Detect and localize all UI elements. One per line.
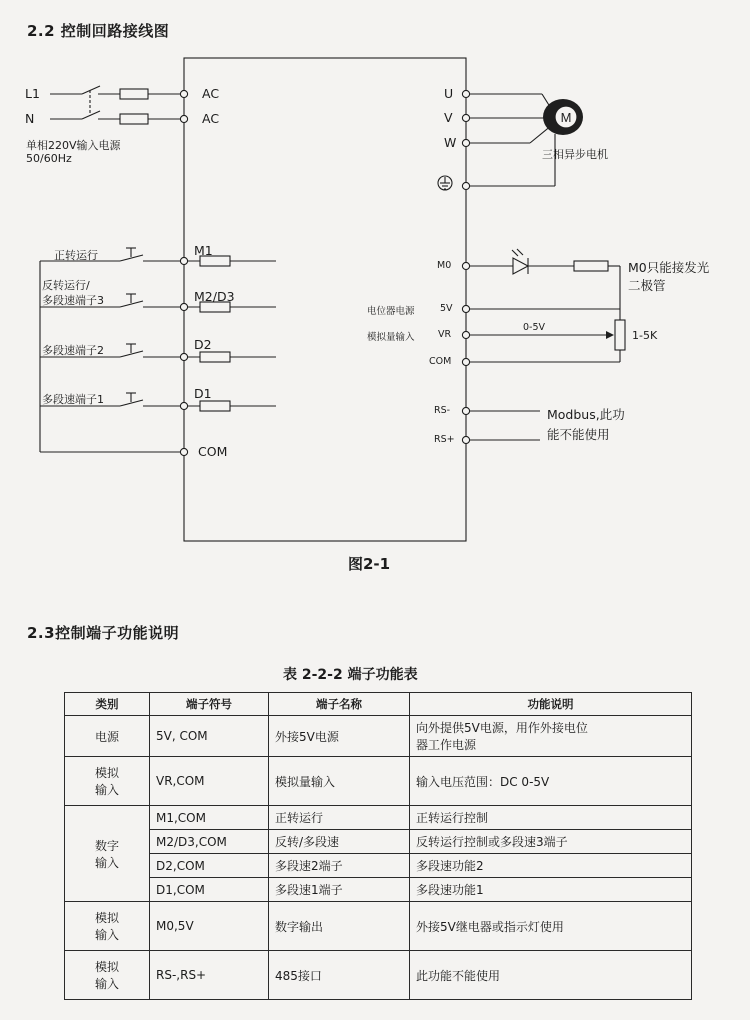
name-cell: 多段速2端子 [269,854,410,878]
label-v: V [444,110,453,125]
m0-note-2: 二极管 [628,278,666,293]
motor-label: 三相异步电机 [542,148,608,161]
symbol-cell: D1,COM [150,878,269,902]
pot-wiper-arrow [606,331,614,339]
category-cell: 模拟 输入 [65,757,150,806]
description-cell: 输入电压范围：DC 0-5V [410,757,692,806]
table-header-row [65,693,692,716]
symbol-cell: M1,COM [150,806,269,830]
terminal-com-right [462,358,469,365]
led-symbol [513,258,528,274]
category-cell: 模拟 输入 [65,902,150,951]
terminal-ac-2 [180,115,187,122]
description-cell: 向外提供5V电源，用作外接电位 器工作电源 [410,716,692,757]
category-cell: 数字 输入 [65,806,150,902]
label-l1: L1 [25,86,40,101]
terminal-function-table [64,692,692,1000]
switch-label-d1: 多段速端子1 [42,393,104,406]
label-m0: M0 [437,260,452,271]
table-row [65,716,692,757]
pot-supply-label: 电位器电源 [367,306,415,317]
figure-caption: 图2-1 [348,555,391,573]
description-cell: 多段速功能1 [410,878,692,902]
name-cell: 正转运行 [269,806,410,830]
label-ac-top: AC [202,86,220,101]
range-label: 0-5V [523,322,546,333]
header-symbol: 端子符号 [150,693,269,716]
source-note-2: 50/60Hz [26,152,72,165]
fuse-n [120,114,148,124]
description-cell: 反转运行控制或多段速3端子 [410,830,692,854]
source-note-1: 单相220V输入电源 [26,139,121,152]
label-m2d3: M2/D3 [194,289,235,304]
analog-in-label: 模拟量输入 [367,332,415,343]
category-cell: 电源 [65,716,150,757]
name-cell: 多段速1端子 [269,878,410,902]
name-cell: 反转/多段速 [269,830,410,854]
table-row [65,830,692,854]
modbus-note-2: 能不能使用 [547,427,610,442]
switch-label-d2: 多段速端子2 [42,344,104,357]
name-cell: 数字输出 [269,902,410,951]
header-description: 功能说明 [410,693,692,716]
terminal-d1 [180,402,187,409]
pot-value: 1-5K [632,329,658,342]
label-w: W [444,135,457,150]
table-row [65,854,692,878]
motor-symbol-text: M [560,110,572,125]
header-category: 类别 [65,693,150,716]
terminal-u [462,90,469,97]
label-d1: D1 [194,386,212,401]
label-d2: D2 [194,337,212,352]
table-row [65,806,692,830]
symbol-cell: D2,COM [150,854,269,878]
terminal-5v [462,305,469,312]
description-cell: 正转运行控制 [410,806,692,830]
terminal-m0 [462,262,469,269]
label-vr: VR [438,329,452,340]
m0-note-1: M0只能接发光 [628,260,710,275]
name-cell: 外接5V电源 [269,716,410,757]
name-cell: 模拟量输入 [269,757,410,806]
symbol-cell: 5V, COM [150,716,269,757]
terminal-com-left [180,448,187,455]
symbol-cell: M2/D3,COM [150,830,269,854]
label-rs-plus: RS+ [434,434,455,445]
resistor-d1 [200,401,230,411]
terminal-rs-minus [462,407,469,414]
symbol-cell: M0,5V [150,902,269,951]
description-cell: 外接5V继电器或指示灯使用 [410,902,692,951]
label-n: N [25,111,35,126]
fuse-l1 [120,89,148,99]
terminal-w [462,139,469,146]
switch-label-m2-2: 多段速端子3 [42,294,104,307]
table-title: 表 2-2-2 端子功能表 [283,667,418,683]
terminal-rs-plus [462,436,469,443]
terminal-m2d3 [180,303,187,310]
label-com-left: COM [198,444,228,459]
switch-label-m2-1: 反转运行/ [42,279,90,292]
terminal-v [462,114,469,121]
header-name: 端子名称 [269,693,410,716]
table-row [65,951,692,1000]
terminal-ground [462,182,469,189]
modbus-note-1: Modbus,此功 [547,407,625,422]
symbol-cell: RS-,RS+ [150,951,269,1000]
ground-icon [438,176,452,190]
terminal-m1 [180,257,187,264]
symbol-cell: VR,COM [150,757,269,806]
table-row [65,757,692,806]
resistor-d2 [200,352,230,362]
led-resistor [574,261,608,271]
table-row [65,878,692,902]
description-cell: 此功能不能使用 [410,951,692,1000]
motor-icon [543,99,583,135]
label-5v: 5V [440,303,453,314]
section-2-3-title: 2.3控制端子功能说明 [27,624,180,642]
terminal-ac-1 [180,90,187,97]
category-cell: 模拟 输入 [65,951,150,1000]
label-com-right: COM [429,356,452,367]
switch-label-m1: 正转运行 [54,249,98,262]
label-m1: M1 [194,243,213,258]
label-u: U [444,86,454,101]
label-rs-minus: RS- [434,405,451,416]
section-2-2-title: 2.2 控制回路接线图 [27,22,170,40]
terminal-vr [462,331,469,338]
name-cell: 485接口 [269,951,410,1000]
table-row [65,902,692,951]
terminal-d2 [180,353,187,360]
description-cell: 多段速功能2 [410,854,692,878]
potentiometer [615,320,625,350]
label-ac-bottom: AC [202,111,220,126]
